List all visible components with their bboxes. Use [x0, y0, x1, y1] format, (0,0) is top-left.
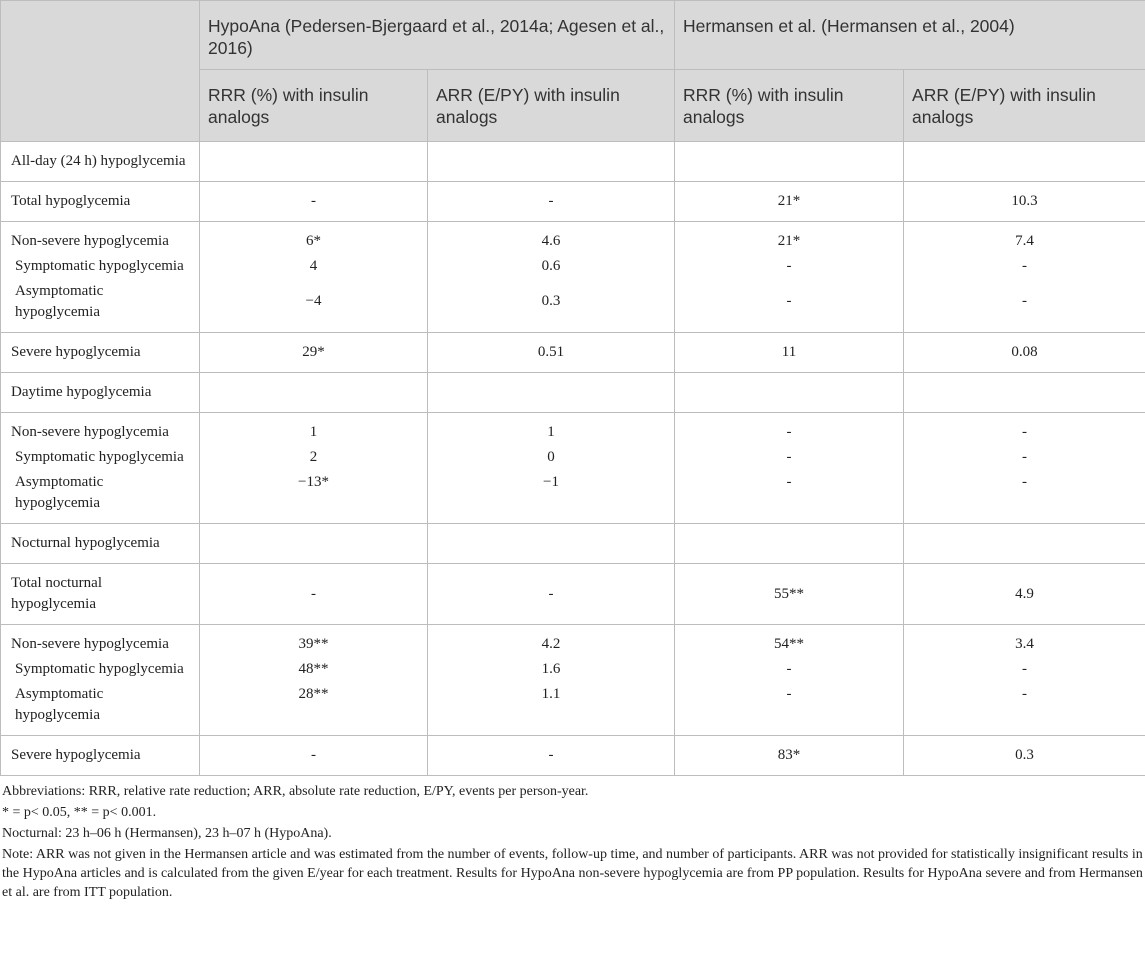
cell-value: 0.08 [904, 333, 1145, 373]
cell-value: 1.1 [428, 682, 675, 736]
section-row [1, 373, 1145, 413]
row-label: Asymptomatic hypoglycemia [1, 470, 200, 524]
cell-value: - [904, 657, 1145, 682]
row-label: Severe hypoglycemia [1, 333, 200, 373]
row-label: Symptomatic hypoglycemia [1, 445, 200, 470]
cell-value: - [428, 736, 675, 776]
footnote-nocturnal: Nocturnal: 23 h–06 h (Hermansen), 23 h–07 h (HypoAna). [2, 826, 332, 841]
cell-value: - [428, 564, 675, 625]
cell-value: - [200, 182, 428, 222]
cell-value: 4.6 [428, 222, 675, 255]
table-row [1, 279, 1145, 333]
cell-value: 0.3 [428, 279, 675, 333]
cell-value: 11 [675, 333, 904, 373]
cell-value: 1.6 [428, 657, 675, 682]
cell-value: - [200, 564, 428, 625]
cell-value: - [675, 657, 904, 682]
cell-value: - [428, 182, 675, 222]
row-label: Non-severe hypoglycemia [1, 413, 200, 446]
cell-value: - [904, 682, 1145, 736]
section-label-daytime: Daytime hypoglycemia [1, 373, 200, 413]
row-label: Non-severe hypoglycemia [1, 625, 200, 658]
cell-value: - [904, 254, 1145, 279]
cell-value: 21* [675, 182, 904, 222]
cell-value: - [675, 445, 904, 470]
footnote-note: Note: ARR was not given in the Hermansen article and was estimated from the number of events, follow-up time, and number of participants. ARR was not provided for statistically insignificant results in the HypoAna articles and is calculated from the given E/year for each treatment. Results for HypoAna non-severe hypoglycemia are from PP population. Results for HypoAna severe and from Hermansen et al. are from ITT population. [2, 847, 1143, 900]
header-hypoana-arr: ARR (E/PY) with insulin analogs [428, 70, 675, 142]
cell-value: 29* [200, 333, 428, 373]
row-label: Asymptomatic hypoglycemia [1, 279, 200, 333]
cell-value: 0.3 [904, 736, 1145, 776]
cell-value: −1 [428, 470, 675, 524]
table-row [1, 682, 1145, 736]
cell-value: 83* [675, 736, 904, 776]
table-row [1, 254, 1145, 279]
footnote-significance: * = p< 0.05, ** = p< 0.001. [2, 805, 157, 820]
header-hermansen-arr: ARR (E/PY) with insulin analogs [904, 70, 1145, 142]
cell-value: 4.9 [904, 564, 1145, 625]
cell-value: 54** [675, 625, 904, 658]
cell-value: - [904, 279, 1145, 333]
cell-value: - [904, 413, 1145, 446]
row-label: Non-severe hypoglycemia [1, 222, 200, 255]
cell-value: 1 [200, 413, 428, 446]
row-label: Symptomatic hypoglycemia [1, 254, 200, 279]
header-hypoana-rrr: RRR (%) with insulin analogs [200, 70, 428, 142]
table-row [1, 413, 1145, 446]
header-study-hermansen: Hermansen et al. (Hermansen et al., 2004) [675, 1, 1145, 70]
cell-value: 4 [200, 254, 428, 279]
section-label-nocturnal: Nocturnal hypoglycemia [1, 524, 200, 564]
cell-value: - [675, 413, 904, 446]
cell-value: 1 [428, 413, 675, 446]
header-corner [1, 1, 200, 142]
cell-value: 0 [428, 445, 675, 470]
cell-value: - [904, 470, 1145, 524]
cell-value: 3.4 [904, 625, 1145, 658]
cell-value: 55** [675, 564, 904, 625]
section-row [1, 524, 1145, 564]
row-label: Symptomatic hypoglycemia [1, 657, 200, 682]
cell-value: 0.51 [428, 333, 675, 373]
cell-value: 21* [675, 222, 904, 255]
table-row [1, 564, 1145, 625]
table-row [1, 222, 1145, 255]
cell-value: - [675, 254, 904, 279]
section-label-allday: All-day (24 h) hypoglycemia [1, 142, 200, 182]
cell-value: 0.6 [428, 254, 675, 279]
row-label: Severe hypoglycemia [1, 736, 200, 776]
cell-value: - [200, 736, 428, 776]
table-row [1, 182, 1145, 222]
cell-value: 39** [200, 625, 428, 658]
cell-value: - [675, 470, 904, 524]
cell-value: 28** [200, 682, 428, 736]
table-row [1, 657, 1145, 682]
cell-value: −13* [200, 470, 428, 524]
footnote-abbreviations: Abbreviations: RRR, relative rate reduction; ARR, absolute rate reduction, E/PY, events per person-year. [2, 784, 589, 799]
table-row [1, 445, 1145, 470]
cell-value: 7.4 [904, 222, 1145, 255]
row-label: Total hypoglycemia [1, 182, 200, 222]
cell-value: - [675, 279, 904, 333]
header-study-hypoana: HypoAna (Pedersen-Bjergaard et al., 2014a; Agesen et al., 2016) [200, 1, 675, 70]
cell-value: 4.2 [428, 625, 675, 658]
header-hermansen-rrr: RRR (%) with insulin analogs [675, 70, 904, 142]
table-row [1, 470, 1145, 524]
cell-value: 2 [200, 445, 428, 470]
cell-value: −4 [200, 279, 428, 333]
cell-value: - [904, 445, 1145, 470]
cell-value: 10.3 [904, 182, 1145, 222]
table-footnotes [0, 776, 1145, 902]
row-label: Asymptomatic hypoglycemia [1, 682, 200, 736]
row-label: Total nocturnal hypoglycemia [1, 564, 200, 625]
cell-value: 6* [200, 222, 428, 255]
section-row [1, 142, 1145, 182]
cell-value: - [675, 682, 904, 736]
table-row [1, 333, 1145, 373]
cell-value: 48** [200, 657, 428, 682]
table-row [1, 625, 1145, 658]
table-row [1, 736, 1145, 776]
